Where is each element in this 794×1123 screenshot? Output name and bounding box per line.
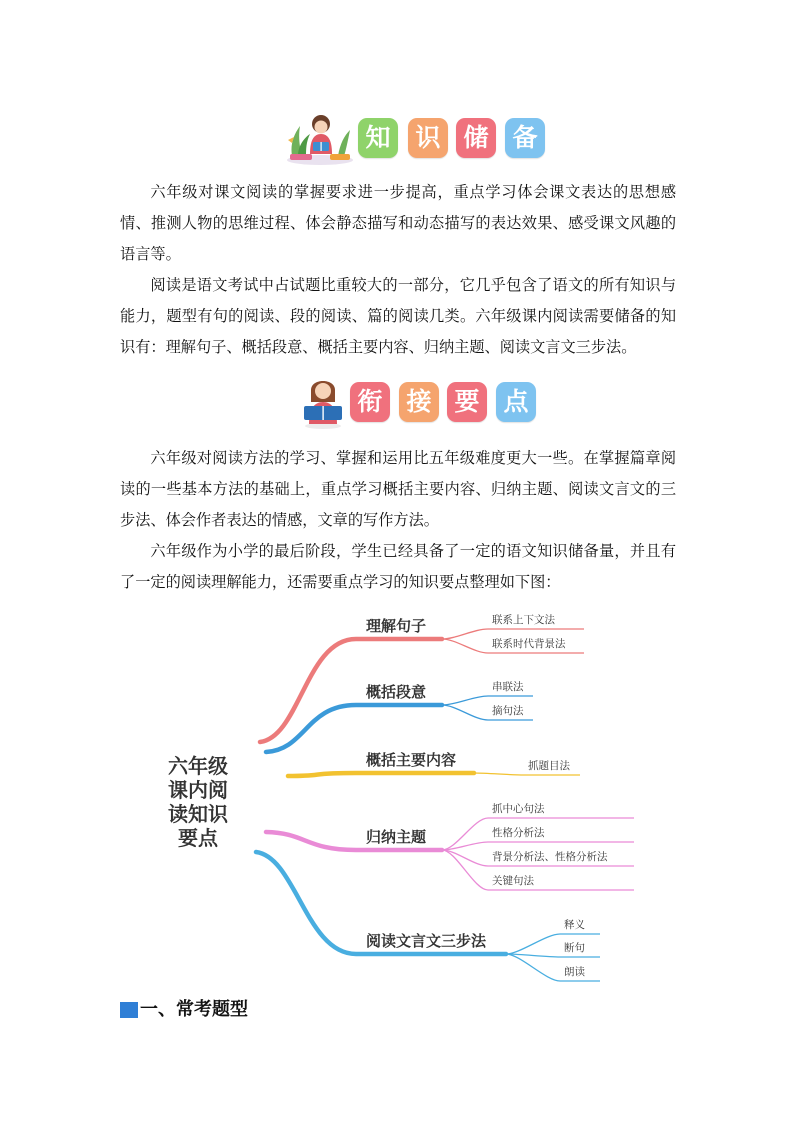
banner2-tile-4: 点 bbox=[496, 382, 536, 422]
child-label-5-1: 释义 bbox=[564, 919, 585, 931]
child-label-5-3: 朗读 bbox=[564, 966, 585, 978]
banner-knowledge-reserve bbox=[0, 108, 794, 168]
child-label-2-1: 串联法 bbox=[492, 681, 524, 693]
banner2-tile-3: 要 bbox=[447, 382, 487, 422]
banner1-tile-1: 知 bbox=[358, 118, 398, 158]
paragraph-4: 六年级作为小学的最后阶段，学生已经具备了一定的语文知识储备量，并且有了一定的阅读理解能力，还需要重点学习的知识要点整理如下图： bbox=[120, 542, 676, 591]
child-label-3-1: 抓题目法 bbox=[528, 760, 570, 772]
child-label-5-2: 断句 bbox=[564, 942, 585, 954]
child-label-2-2: 摘句法 bbox=[492, 705, 524, 717]
branch-label-1: 理解句子 bbox=[366, 617, 427, 635]
paragraph-2: 阅读是语文考试中占试题比重较大的一部分，它几乎包含了语文的所有知识与能力，题型有句的阅读、段的阅读、篇的阅读几类。六年级课内阅读需要储备的知识有：理解句子、概括段意、概括主要内容、归纳主题、阅读文言文三步法。 bbox=[120, 276, 676, 356]
banner1-tile-4: 备 bbox=[505, 118, 545, 158]
reading-girl-illustration bbox=[286, 110, 354, 166]
center-line-3: 读知识 bbox=[168, 802, 228, 826]
branch-label-2: 概括段意 bbox=[366, 683, 427, 701]
banner2-tile-1: 衔 bbox=[350, 382, 390, 422]
child-label-4-1: 抓中心句法 bbox=[492, 803, 545, 815]
center-line-1: 六年级 bbox=[168, 754, 228, 778]
branch-label-5: 阅读文言文三步法 bbox=[366, 932, 487, 950]
branch-label-3: 概括主要内容 bbox=[366, 751, 457, 769]
knowledge-mindmap bbox=[156, 600, 654, 985]
center-line-2: 课内阅 bbox=[168, 778, 228, 802]
section-title-text: 一、常考题型 bbox=[140, 999, 248, 1020]
center-line-4: 要点 bbox=[178, 826, 218, 850]
banner-transition-points bbox=[0, 372, 794, 432]
section-marker-icon bbox=[120, 1002, 138, 1018]
child-label-4-2: 性格分析法 bbox=[492, 827, 545, 839]
branch-label-4: 归纳主题 bbox=[366, 828, 427, 846]
banner1-tile-3: 储 bbox=[456, 118, 496, 158]
paragraph-1: 六年级对课文阅读的掌握要求进一步提高，重点学习体会课文表达的思想感情、推测人物的思维过程、体会静态描写和动态描写的表达效果、感受课文风趣的语言等。 bbox=[120, 183, 676, 263]
banner1-tile-2: 识 bbox=[408, 118, 448, 158]
paragraph-3: 六年级对阅读方法的学习、掌握和运用比五年级难度更大一些。在掌握篇章阅读的一些基本方法的基础上，重点学习概括主要内容、归纳主题、阅读文言文的三步法、体会作者表达的情感，文章的写作方法。 bbox=[120, 449, 676, 529]
banner2-tile-2: 接 bbox=[399, 382, 439, 422]
reading-boy-illustration bbox=[300, 374, 346, 430]
child-label-4-3: 背景分析法、性格分析法 bbox=[492, 851, 608, 863]
child-label-1-1: 联系上下文法 bbox=[492, 614, 555, 626]
child-label-4-4: 关键句法 bbox=[492, 875, 534, 887]
child-label-1-2: 联系时代背景法 bbox=[492, 638, 566, 650]
